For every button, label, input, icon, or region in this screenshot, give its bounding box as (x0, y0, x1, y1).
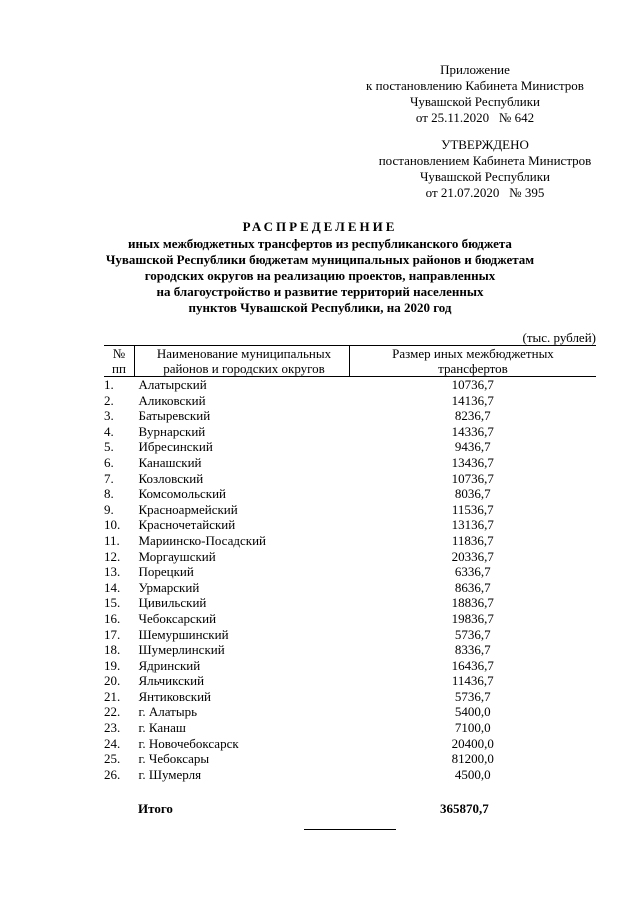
row-name: г. Алатырь (138, 704, 198, 720)
row-name: Батыревский (138, 408, 211, 424)
row-number: 22. (104, 704, 121, 720)
row-value: 14336,7 (451, 423, 494, 439)
table-row (104, 627, 596, 643)
row-value: 19836,7 (451, 610, 494, 626)
row-name: Канашский (138, 454, 202, 470)
row-value: 8636,7 (454, 579, 491, 595)
table-row (104, 393, 596, 409)
row-value: 13136,7 (451, 517, 494, 533)
row-value: 8036,7 (454, 486, 491, 502)
units-label: (тыс. рублей) (522, 330, 596, 345)
row-number: 11. (104, 532, 120, 548)
row-name: Аликовский (138, 392, 206, 408)
row-value: 10736,7 (451, 377, 494, 392)
row-name: Янтиковский (138, 688, 211, 704)
row-number: 13. (104, 564, 121, 580)
row-value: 8236,7 (454, 408, 491, 424)
row-name: Шемуршинский (138, 626, 229, 642)
document-title: РАСПРЕДЕЛЕНИЕ (242, 219, 398, 234)
row-name: Урмарский (138, 579, 200, 595)
row-number: 19. (104, 657, 121, 673)
row-name: Цивильский (138, 595, 207, 611)
header-name-line-2: районов и городских округов (163, 361, 325, 376)
table-header-row (104, 346, 596, 377)
row-value: 10736,7 (451, 470, 494, 486)
table-row (104, 424, 596, 440)
table-row (104, 533, 596, 549)
row-number: 10. (104, 517, 121, 533)
subtitle-line-3: городских округов на реализацию проектов, направленных (144, 268, 496, 283)
row-name: Вурнарский (138, 423, 206, 439)
table-row (104, 611, 596, 627)
header-number (104, 346, 135, 377)
row-name: Шумерлинский (138, 642, 225, 658)
table-row (104, 689, 596, 705)
row-name: Красночетайский (138, 517, 236, 533)
subtitle-line-1: иных межбюджетных трансфертов из республиканского бюджета (128, 236, 512, 251)
row-number: 12. (104, 548, 121, 564)
approved-line-2: постановлением Кабинета Министров (378, 153, 592, 168)
row-number: 9. (104, 501, 114, 517)
table-row (104, 471, 596, 487)
row-value: 5400,0 (454, 704, 491, 720)
row-value: 20400,0 (451, 735, 494, 751)
table-row (104, 408, 596, 424)
subtitle-line-4: на благоустройство и развитие территорий населенных (156, 284, 484, 299)
row-name: г. Новочебоксарск (138, 735, 239, 751)
table-row (104, 580, 596, 596)
subtitle-line-2: Чувашской Республики бюджетам муниципальных районов и бюджетам (105, 252, 535, 267)
document-subtitle (90, 236, 550, 316)
row-value: 11836,7 (451, 532, 494, 548)
table-row (104, 642, 596, 658)
appendix-header (352, 62, 598, 126)
total-value: 365870,7 (440, 801, 489, 816)
table-row (104, 377, 596, 393)
row-value: 6336,7 (454, 564, 491, 580)
row-name: г. Канаш (138, 720, 186, 736)
subtitle-line-5: пунктов Чувашской Республики, на 2020 год (188, 300, 452, 315)
table-row (104, 486, 596, 502)
row-name: Порецкий (138, 564, 194, 580)
row-value: 18836,7 (451, 595, 494, 611)
row-value: 11536,7 (451, 501, 494, 517)
approved-header (352, 137, 618, 201)
row-value: 8336,7 (454, 642, 491, 658)
row-number: 17. (104, 626, 121, 642)
row-name: г. Шумерля (138, 766, 202, 782)
row-number: 5. (104, 439, 114, 455)
row-number: 1. (104, 377, 114, 392)
table-row (104, 736, 596, 752)
appendix-line-3: Чувашской Республики (409, 94, 541, 109)
header-value-line-1: Размер иных межбюджетных (392, 346, 554, 361)
approved-line-3: Чувашской Республики (419, 169, 551, 184)
table-row (104, 704, 596, 720)
appendix-line-4: от 25.11.2020 № 642 (415, 110, 535, 125)
row-number: 15. (104, 595, 121, 611)
header-number-line-2: пп (112, 361, 126, 376)
row-name: Мариинско-Посадский (138, 532, 266, 548)
row-name: Комсомольский (138, 486, 226, 502)
row-number: 18. (104, 642, 121, 658)
end-divider (304, 829, 396, 830)
row-number: 6. (104, 454, 114, 470)
header-value (350, 346, 597, 377)
row-value: 11436,7 (451, 673, 494, 689)
appendix-line-1: Приложение (440, 62, 510, 77)
row-number: 23. (104, 720, 121, 736)
header-value-line-2: трансфертов (438, 361, 508, 376)
table-row (104, 502, 596, 518)
row-name: Яльчикский (138, 673, 205, 689)
table-row (104, 439, 596, 455)
row-name: Козловский (138, 470, 204, 486)
row-number: 7. (104, 470, 114, 486)
row-name: Алатырский (138, 377, 207, 392)
approved-line-1: УТВЕРЖДЕНО (441, 137, 529, 152)
row-name: Моргаушский (138, 548, 216, 564)
header-name-line-1: Наименование муниципальных (156, 346, 332, 361)
row-number: 3. (104, 408, 114, 424)
table-body (104, 377, 596, 783)
row-number: 24. (104, 735, 121, 751)
row-number: 16. (104, 610, 121, 626)
header-name (135, 346, 350, 377)
row-value: 16436,7 (451, 657, 494, 673)
table-row (104, 658, 596, 674)
table-row (104, 673, 596, 689)
row-value: 81200,0 (451, 751, 494, 767)
row-number: 14. (104, 579, 121, 595)
table-row (104, 517, 596, 533)
row-name: г. Чебоксары (138, 751, 210, 767)
row-value: 4500,0 (454, 766, 491, 782)
row-number: 8. (104, 486, 114, 502)
table-row (104, 767, 596, 783)
row-number: 26. (104, 766, 121, 782)
approved-line-4: от 21.07.2020 № 395 (425, 185, 545, 200)
table-row (104, 564, 596, 580)
row-value: 14136,7 (451, 392, 494, 408)
distribution-table (104, 345, 596, 782)
appendix-line-2: к постановлению Кабинета Министров (366, 78, 584, 93)
row-number: 4. (104, 423, 114, 439)
row-name: Ядринский (138, 657, 201, 673)
row-number: 2. (104, 392, 114, 408)
row-value: 20336,7 (451, 548, 494, 564)
row-number: 21. (104, 688, 121, 704)
row-name: Чебоксарский (138, 610, 217, 626)
row-value: 7100,0 (454, 720, 491, 736)
table-row (104, 595, 596, 611)
table-row (104, 455, 596, 471)
total-label: Итого (138, 801, 173, 816)
row-value: 13436,7 (451, 454, 494, 470)
row-number: 25. (104, 751, 121, 767)
row-number: 20. (104, 673, 121, 689)
table-row (104, 720, 596, 736)
row-name: Ибресинский (138, 439, 213, 455)
table-row (104, 549, 596, 565)
header-number-line-1: № (112, 346, 126, 361)
row-name: Красноармейский (138, 501, 238, 517)
row-value: 9436,7 (454, 439, 491, 455)
table-row (104, 751, 596, 767)
row-value: 5736,7 (454, 688, 491, 704)
row-value: 5736,7 (454, 626, 491, 642)
